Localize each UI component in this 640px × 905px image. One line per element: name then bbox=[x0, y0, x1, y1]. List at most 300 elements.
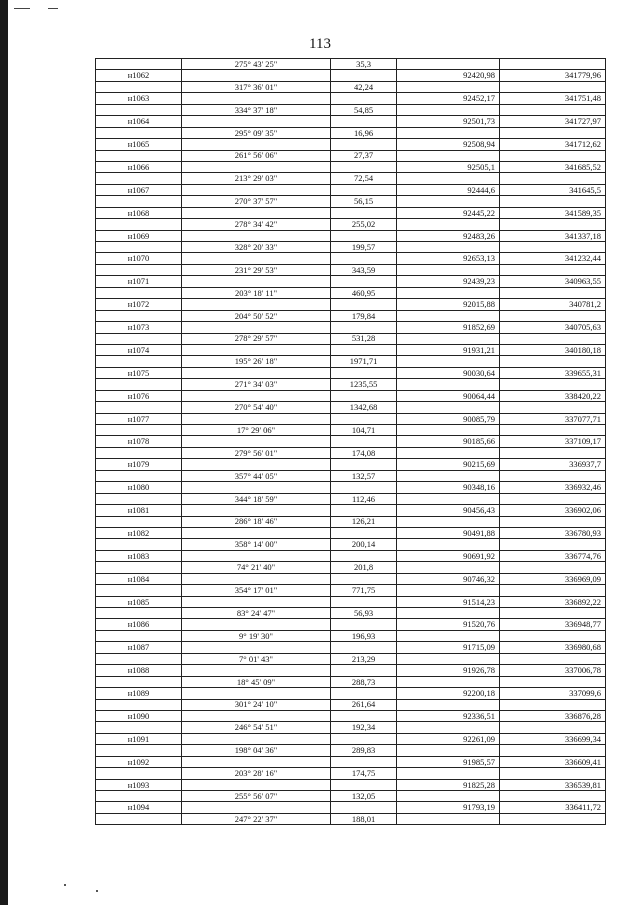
point-id-cell bbox=[96, 242, 182, 253]
length-cell bbox=[331, 413, 397, 424]
length-cell: 460,95 bbox=[331, 287, 397, 298]
point-id-cell: н1089 bbox=[96, 688, 182, 699]
table-row bbox=[96, 413, 606, 424]
x-coordinate-cell bbox=[397, 585, 500, 596]
table-row bbox=[96, 527, 606, 538]
x-coordinate-cell: 92508,94 bbox=[397, 139, 500, 150]
direction-angle-cell bbox=[182, 505, 331, 516]
direction-angle-cell bbox=[182, 344, 331, 355]
direction-angle-cell bbox=[182, 253, 331, 264]
length-cell: 261,64 bbox=[331, 699, 397, 710]
y-coordinate-cell: 338420,22 bbox=[500, 390, 606, 401]
table-row bbox=[96, 516, 606, 527]
direction-angle-cell: 17° 29' 06" bbox=[182, 425, 331, 436]
x-coordinate-cell bbox=[397, 722, 500, 733]
x-coordinate-cell bbox=[397, 219, 500, 230]
table-row bbox=[96, 436, 606, 447]
point-id-cell bbox=[96, 127, 182, 138]
x-coordinate-cell bbox=[397, 425, 500, 436]
x-coordinate-cell bbox=[397, 287, 500, 298]
direction-angle-cell bbox=[182, 573, 331, 584]
table-row bbox=[96, 161, 606, 172]
direction-angle-cell bbox=[182, 230, 331, 241]
table-row bbox=[96, 242, 606, 253]
scan-mark bbox=[14, 8, 30, 9]
length-cell bbox=[331, 322, 397, 333]
direction-angle-cell: 279° 56' 01" bbox=[182, 447, 331, 458]
y-coordinate-cell: 341685,52 bbox=[500, 161, 606, 172]
table-row bbox=[96, 219, 606, 230]
y-coordinate-cell bbox=[500, 219, 606, 230]
x-coordinate-cell bbox=[397, 310, 500, 321]
length-cell: 288,73 bbox=[331, 676, 397, 687]
table-row bbox=[96, 402, 606, 413]
direction-angle-cell: 203° 28' 16" bbox=[182, 768, 331, 779]
point-id-cell: н1087 bbox=[96, 642, 182, 653]
point-id-cell bbox=[96, 402, 182, 413]
table-row bbox=[96, 70, 606, 81]
table-row bbox=[96, 253, 606, 264]
y-coordinate-cell: 341232,44 bbox=[500, 253, 606, 264]
point-id-cell bbox=[96, 81, 182, 92]
length-cell bbox=[331, 527, 397, 538]
direction-angle-cell bbox=[182, 207, 331, 218]
x-coordinate-cell: 91520,76 bbox=[397, 619, 500, 630]
direction-angle-cell bbox=[182, 802, 331, 813]
point-id-cell bbox=[96, 333, 182, 344]
y-coordinate-cell bbox=[500, 127, 606, 138]
x-coordinate-cell: 92200,18 bbox=[397, 688, 500, 699]
length-cell: 1971,71 bbox=[331, 356, 397, 367]
y-coordinate-cell bbox=[500, 516, 606, 527]
point-id-cell: н1064 bbox=[96, 116, 182, 127]
point-id-cell bbox=[96, 722, 182, 733]
table-row bbox=[96, 322, 606, 333]
length-cell: 213,29 bbox=[331, 653, 397, 664]
length-cell bbox=[331, 253, 397, 264]
x-coordinate-cell: 92445,22 bbox=[397, 207, 500, 218]
direction-angle-cell: 328° 20' 33" bbox=[182, 242, 331, 253]
scan-dot bbox=[64, 884, 66, 886]
point-id-cell: н1081 bbox=[96, 505, 182, 516]
direction-angle-cell bbox=[182, 642, 331, 653]
scan-dot bbox=[96, 890, 98, 892]
direction-angle-cell bbox=[182, 779, 331, 790]
length-cell: 179,84 bbox=[331, 310, 397, 321]
x-coordinate-cell: 92452,17 bbox=[397, 93, 500, 104]
y-coordinate-cell bbox=[500, 425, 606, 436]
x-coordinate-cell: 92653,13 bbox=[397, 253, 500, 264]
point-id-cell bbox=[96, 264, 182, 275]
direction-angle-cell bbox=[182, 733, 331, 744]
length-cell: 1342,68 bbox=[331, 402, 397, 413]
length-cell bbox=[331, 619, 397, 630]
length-cell: 200,14 bbox=[331, 539, 397, 550]
length-cell bbox=[331, 184, 397, 195]
y-coordinate-cell: 336609,41 bbox=[500, 756, 606, 767]
length-cell: 174,75 bbox=[331, 768, 397, 779]
length-cell: 56,15 bbox=[331, 196, 397, 207]
direction-angle-cell: 278° 34' 42" bbox=[182, 219, 331, 230]
x-coordinate-cell: 92261,09 bbox=[397, 733, 500, 744]
direction-angle-cell: 18° 45' 09" bbox=[182, 676, 331, 687]
direction-angle-cell: 334° 37' 18" bbox=[182, 104, 331, 115]
direction-angle-cell: 278° 29' 57" bbox=[182, 333, 331, 344]
length-cell: 132,05 bbox=[331, 791, 397, 802]
length-cell: 196,93 bbox=[331, 630, 397, 641]
table-row bbox=[96, 127, 606, 138]
x-coordinate-cell: 90691,92 bbox=[397, 550, 500, 561]
table-row bbox=[96, 344, 606, 355]
point-id-cell: н1066 bbox=[96, 161, 182, 172]
table-row bbox=[96, 447, 606, 458]
y-coordinate-cell: 336980,68 bbox=[500, 642, 606, 653]
point-id-cell bbox=[96, 104, 182, 115]
y-coordinate-cell: 336932,46 bbox=[500, 482, 606, 493]
x-coordinate-cell: 90348,16 bbox=[397, 482, 500, 493]
x-coordinate-cell bbox=[397, 150, 500, 161]
x-coordinate-cell: 90030,64 bbox=[397, 367, 500, 378]
table-row bbox=[96, 59, 606, 70]
y-coordinate-cell bbox=[500, 493, 606, 504]
direction-angle-cell bbox=[182, 436, 331, 447]
y-coordinate-cell bbox=[500, 356, 606, 367]
x-coordinate-cell: 90085,79 bbox=[397, 413, 500, 424]
direction-angle-cell: 270° 37' 57" bbox=[182, 196, 331, 207]
length-cell bbox=[331, 733, 397, 744]
length-cell: 531,28 bbox=[331, 333, 397, 344]
x-coordinate-cell bbox=[397, 379, 500, 390]
y-coordinate-cell bbox=[500, 150, 606, 161]
table-row bbox=[96, 482, 606, 493]
length-cell bbox=[331, 93, 397, 104]
point-id-cell: н1073 bbox=[96, 322, 182, 333]
y-coordinate-cell: 341589,35 bbox=[500, 207, 606, 218]
point-id-cell: н1067 bbox=[96, 184, 182, 195]
length-cell: 54,85 bbox=[331, 104, 397, 115]
table-row bbox=[96, 310, 606, 321]
direction-angle-cell bbox=[182, 688, 331, 699]
length-cell: 112,46 bbox=[331, 493, 397, 504]
length-cell: 27,37 bbox=[331, 150, 397, 161]
length-cell bbox=[331, 756, 397, 767]
y-coordinate-cell: 336969,09 bbox=[500, 573, 606, 584]
direction-angle-cell: 261° 56' 06" bbox=[182, 150, 331, 161]
point-id-cell: н1078 bbox=[96, 436, 182, 447]
table-row bbox=[96, 630, 606, 641]
point-id-cell bbox=[96, 562, 182, 573]
y-coordinate-cell: 340180,18 bbox=[500, 344, 606, 355]
point-id-cell: н1094 bbox=[96, 802, 182, 813]
point-id-cell: н1084 bbox=[96, 573, 182, 584]
point-id-cell: н1076 bbox=[96, 390, 182, 401]
direction-angle-cell bbox=[182, 322, 331, 333]
x-coordinate-cell: 92444,6 bbox=[397, 184, 500, 195]
y-coordinate-cell bbox=[500, 287, 606, 298]
direction-angle-cell bbox=[182, 756, 331, 767]
table-row bbox=[96, 642, 606, 653]
table-row bbox=[96, 688, 606, 699]
length-cell: 104,71 bbox=[331, 425, 397, 436]
direction-angle-cell bbox=[182, 619, 331, 630]
x-coordinate-cell bbox=[397, 745, 500, 756]
y-coordinate-cell bbox=[500, 745, 606, 756]
point-id-cell: н1069 bbox=[96, 230, 182, 241]
table-row bbox=[96, 390, 606, 401]
point-id-cell bbox=[96, 676, 182, 687]
x-coordinate-cell bbox=[397, 173, 500, 184]
length-cell: 343,59 bbox=[331, 264, 397, 275]
y-coordinate-cell: 341712,62 bbox=[500, 139, 606, 150]
table-row bbox=[96, 459, 606, 470]
length-cell: 201,8 bbox=[331, 562, 397, 573]
table-row bbox=[96, 470, 606, 481]
length-cell bbox=[331, 596, 397, 607]
direction-angle-cell bbox=[182, 184, 331, 195]
point-id-cell bbox=[96, 173, 182, 184]
length-cell: 126,21 bbox=[331, 516, 397, 527]
x-coordinate-cell: 92483,26 bbox=[397, 230, 500, 241]
length-cell bbox=[331, 642, 397, 653]
y-coordinate-cell: 336411,72 bbox=[500, 802, 606, 813]
point-id-cell bbox=[96, 768, 182, 779]
table-row bbox=[96, 493, 606, 504]
direction-angle-cell: 357° 44' 05" bbox=[182, 470, 331, 481]
table-row bbox=[96, 356, 606, 367]
x-coordinate-cell bbox=[397, 81, 500, 92]
y-coordinate-cell: 341779,96 bbox=[500, 70, 606, 81]
point-id-cell bbox=[96, 745, 182, 756]
point-id-cell bbox=[96, 585, 182, 596]
y-coordinate-cell bbox=[500, 333, 606, 344]
point-id-cell bbox=[96, 310, 182, 321]
point-id-cell: н1090 bbox=[96, 710, 182, 721]
x-coordinate-cell: 91825,28 bbox=[397, 779, 500, 790]
table-row bbox=[96, 813, 606, 824]
length-cell bbox=[331, 688, 397, 699]
table-row bbox=[96, 367, 606, 378]
point-id-cell bbox=[96, 447, 182, 458]
y-coordinate-cell: 337109,17 bbox=[500, 436, 606, 447]
direction-angle-cell bbox=[182, 413, 331, 424]
direction-angle-cell bbox=[182, 93, 331, 104]
point-id-cell: н1082 bbox=[96, 527, 182, 538]
point-id-cell: н1072 bbox=[96, 299, 182, 310]
y-coordinate-cell: 336774,76 bbox=[500, 550, 606, 561]
point-id-cell bbox=[96, 379, 182, 390]
point-id-cell bbox=[96, 287, 182, 298]
length-cell bbox=[331, 482, 397, 493]
direction-angle-cell bbox=[182, 459, 331, 470]
direction-angle-cell: 204° 50' 52" bbox=[182, 310, 331, 321]
point-id-cell: н1070 bbox=[96, 253, 182, 264]
x-coordinate-cell: 91514,23 bbox=[397, 596, 500, 607]
length-cell: 16,96 bbox=[331, 127, 397, 138]
point-id-cell: н1092 bbox=[96, 756, 182, 767]
table-row bbox=[96, 768, 606, 779]
table-row bbox=[96, 608, 606, 619]
x-coordinate-cell bbox=[397, 264, 500, 275]
table-row bbox=[96, 802, 606, 813]
direction-angle-cell bbox=[182, 139, 331, 150]
direction-angle-cell: 270° 54' 40" bbox=[182, 402, 331, 413]
y-coordinate-cell: 341337,18 bbox=[500, 230, 606, 241]
point-id-cell: н1063 bbox=[96, 93, 182, 104]
length-cell bbox=[331, 710, 397, 721]
coordinates-table bbox=[95, 58, 606, 825]
x-coordinate-cell: 91852,69 bbox=[397, 322, 500, 333]
table-row bbox=[96, 585, 606, 596]
table-row bbox=[96, 207, 606, 218]
length-cell: 56,93 bbox=[331, 608, 397, 619]
length-cell: 188,01 bbox=[331, 813, 397, 824]
table-row bbox=[96, 596, 606, 607]
length-cell bbox=[331, 139, 397, 150]
table-row bbox=[96, 333, 606, 344]
x-coordinate-cell bbox=[397, 242, 500, 253]
length-cell bbox=[331, 779, 397, 790]
x-coordinate-cell bbox=[397, 493, 500, 504]
point-id-cell bbox=[96, 516, 182, 527]
direction-angle-cell bbox=[182, 665, 331, 676]
point-id-cell bbox=[96, 59, 182, 70]
y-coordinate-cell bbox=[500, 539, 606, 550]
x-coordinate-cell bbox=[397, 791, 500, 802]
x-coordinate-cell bbox=[397, 630, 500, 641]
y-coordinate-cell bbox=[500, 242, 606, 253]
table-row bbox=[96, 710, 606, 721]
x-coordinate-cell: 92501,73 bbox=[397, 116, 500, 127]
y-coordinate-cell bbox=[500, 402, 606, 413]
direction-angle-cell bbox=[182, 527, 331, 538]
y-coordinate-cell bbox=[500, 562, 606, 573]
table-row bbox=[96, 264, 606, 275]
point-id-cell bbox=[96, 791, 182, 802]
length-cell: 771,75 bbox=[331, 585, 397, 596]
length-cell: 255,02 bbox=[331, 219, 397, 230]
x-coordinate-cell: 92439,23 bbox=[397, 276, 500, 287]
x-coordinate-cell: 92336,51 bbox=[397, 710, 500, 721]
table-row bbox=[96, 733, 606, 744]
length-cell: 35,3 bbox=[331, 59, 397, 70]
length-cell bbox=[331, 550, 397, 561]
y-coordinate-cell: 339655,31 bbox=[500, 367, 606, 378]
table-row bbox=[96, 425, 606, 436]
point-id-cell: н1071 bbox=[96, 276, 182, 287]
direction-angle-cell: 198° 04' 36" bbox=[182, 745, 331, 756]
direction-angle-cell: 344° 18' 59" bbox=[182, 493, 331, 504]
direction-angle-cell bbox=[182, 367, 331, 378]
page-number: 113 bbox=[309, 36, 331, 52]
table-row bbox=[96, 539, 606, 550]
table-row bbox=[96, 139, 606, 150]
binding-edge bbox=[0, 0, 8, 905]
length-cell: 289,83 bbox=[331, 745, 397, 756]
point-id-cell bbox=[96, 813, 182, 824]
length-cell bbox=[331, 573, 397, 584]
table-row bbox=[96, 665, 606, 676]
direction-angle-cell bbox=[182, 116, 331, 127]
x-coordinate-cell: 91931,21 bbox=[397, 344, 500, 355]
x-coordinate-cell: 92505,1 bbox=[397, 161, 500, 172]
x-coordinate-cell: 90491,88 bbox=[397, 527, 500, 538]
length-cell bbox=[331, 390, 397, 401]
x-coordinate-cell bbox=[397, 813, 500, 824]
y-coordinate-cell bbox=[500, 196, 606, 207]
point-id-cell: н1062 bbox=[96, 70, 182, 81]
point-id-cell bbox=[96, 493, 182, 504]
direction-angle-cell: 317° 36' 01" bbox=[182, 81, 331, 92]
x-coordinate-cell bbox=[397, 333, 500, 344]
y-coordinate-cell: 341751,48 bbox=[500, 93, 606, 104]
y-coordinate-cell bbox=[500, 104, 606, 115]
direction-angle-cell: 358° 14' 00" bbox=[182, 539, 331, 550]
y-coordinate-cell bbox=[500, 722, 606, 733]
direction-angle-cell: 286° 18' 46" bbox=[182, 516, 331, 527]
direction-angle-cell bbox=[182, 299, 331, 310]
point-id-cell bbox=[96, 425, 182, 436]
length-cell bbox=[331, 207, 397, 218]
length-cell: 72,54 bbox=[331, 173, 397, 184]
x-coordinate-cell bbox=[397, 699, 500, 710]
length-cell: 1235,55 bbox=[331, 379, 397, 390]
y-coordinate-cell: 337006,78 bbox=[500, 665, 606, 676]
x-coordinate-cell bbox=[397, 196, 500, 207]
x-coordinate-cell bbox=[397, 516, 500, 527]
x-coordinate-cell bbox=[397, 676, 500, 687]
table-row bbox=[96, 93, 606, 104]
y-coordinate-cell bbox=[500, 608, 606, 619]
x-coordinate-cell bbox=[397, 653, 500, 664]
table-row bbox=[96, 676, 606, 687]
length-cell bbox=[331, 276, 397, 287]
point-id-cell bbox=[96, 630, 182, 641]
table-row bbox=[96, 287, 606, 298]
direction-angle-cell: 275° 43' 25" bbox=[182, 59, 331, 70]
point-id-cell: н1074 bbox=[96, 344, 182, 355]
length-cell bbox=[331, 161, 397, 172]
y-coordinate-cell bbox=[500, 59, 606, 70]
coordinates-table-body bbox=[96, 59, 606, 825]
point-id-cell bbox=[96, 653, 182, 664]
y-coordinate-cell: 336948,77 bbox=[500, 619, 606, 630]
length-cell bbox=[331, 665, 397, 676]
table-row bbox=[96, 116, 606, 127]
length-cell bbox=[331, 436, 397, 447]
y-coordinate-cell: 337099,6 bbox=[500, 688, 606, 699]
x-coordinate-cell bbox=[397, 402, 500, 413]
x-coordinate-cell: 91985,57 bbox=[397, 756, 500, 767]
point-id-cell: н1077 bbox=[96, 413, 182, 424]
length-cell: 42,24 bbox=[331, 81, 397, 92]
direction-angle-cell: 295° 09' 35" bbox=[182, 127, 331, 138]
point-id-cell: н1083 bbox=[96, 550, 182, 561]
point-id-cell bbox=[96, 608, 182, 619]
y-coordinate-cell: 336699,34 bbox=[500, 733, 606, 744]
direction-angle-cell: 354° 17' 01" bbox=[182, 585, 331, 596]
direction-angle-cell: 9° 19' 30" bbox=[182, 630, 331, 641]
table-row bbox=[96, 150, 606, 161]
x-coordinate-cell: 91793,19 bbox=[397, 802, 500, 813]
table-row bbox=[96, 779, 606, 790]
x-coordinate-cell bbox=[397, 127, 500, 138]
point-id-cell bbox=[96, 219, 182, 230]
table-row bbox=[96, 104, 606, 115]
y-coordinate-cell: 340781,2 bbox=[500, 299, 606, 310]
point-id-cell: н1093 bbox=[96, 779, 182, 790]
x-coordinate-cell bbox=[397, 59, 500, 70]
table-row bbox=[96, 276, 606, 287]
